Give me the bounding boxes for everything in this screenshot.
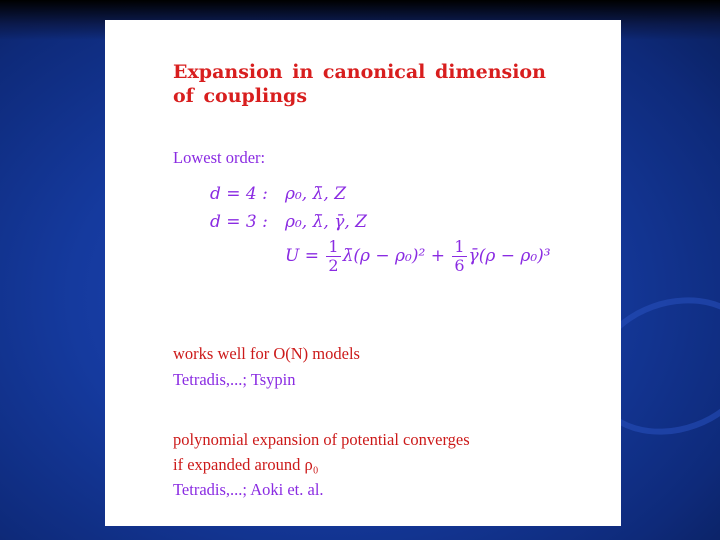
slide-content: [105, 20, 621, 526]
potential-term-2: γ̄(ρ − ρ₀)³: [468, 246, 551, 266]
fraction-2-denominator: 6: [454, 256, 465, 275]
fraction-1-numerator: 1: [328, 237, 339, 256]
fraction-one-half: [326, 238, 340, 275]
slide-title: [173, 60, 593, 108]
works-well-text: works well for O(N) models: [173, 344, 360, 363]
title-line-2: of couplings: [173, 85, 308, 107]
eq-d3-lhs: d = 3 :: [210, 212, 268, 232]
eq-d4-rhs: ρ₀, λ̄, Z: [285, 184, 347, 204]
potential-term-1: λ̄(ρ − ρ₀)² +: [342, 246, 445, 266]
polynomial-text-line-2: if expanded around ρ₀: [173, 455, 319, 474]
fraction-one-sixth: [452, 238, 466, 275]
eq-d3-rhs: ρ₀, λ̄, γ̄, Z: [285, 212, 367, 232]
reference-1: Tetradis,...; Tsypin: [173, 370, 296, 389]
lowest-order-label: Lowest order:: [173, 148, 266, 167]
potential-lhs: U =: [285, 246, 319, 266]
eq-d4-lhs: d = 4 :: [210, 184, 268, 204]
reference-2: Tetradis,...; Aoki et. al.: [173, 480, 324, 499]
polynomial-text-line-1: polynomial expansion of potential converges: [173, 430, 470, 449]
title-line-1: Expansion in canonical dimension: [173, 61, 546, 83]
fraction-1-denominator: 2: [328, 256, 339, 275]
potential-equation: [285, 238, 551, 275]
fraction-2-numerator: 1: [454, 237, 465, 256]
